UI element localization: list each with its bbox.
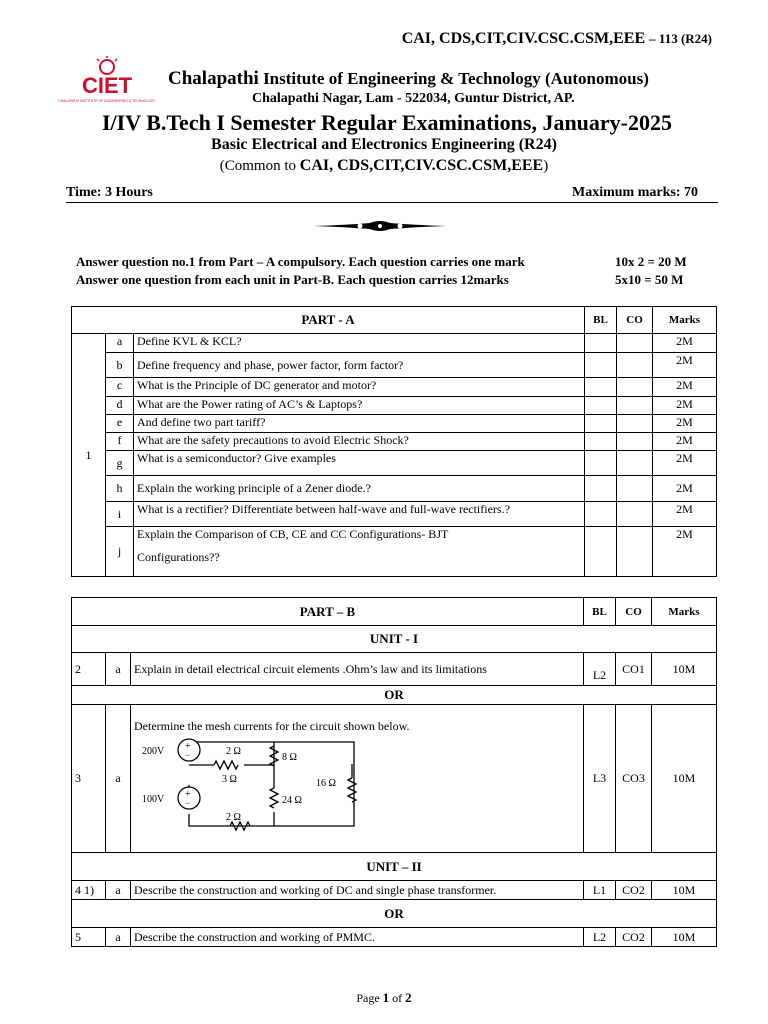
question-text: What is the Principle of DC generator and motor? bbox=[134, 378, 585, 397]
sub-label: g bbox=[106, 451, 134, 476]
r1-label: 2 Ω bbox=[226, 746, 241, 757]
co-cell: CO1 bbox=[616, 653, 652, 686]
unit-1-heading: UNIT - I bbox=[72, 626, 717, 653]
marks-cell: 2M bbox=[653, 476, 717, 502]
v1-plus: + bbox=[185, 741, 191, 752]
footer-page-number: 1 bbox=[382, 990, 390, 1005]
subject-title: Basic Electrical and Electronics Engineering (R24) bbox=[211, 136, 557, 153]
part-a-col-co: CO bbox=[617, 307, 653, 334]
sub-label: b bbox=[106, 353, 134, 378]
part-b-col-marks: Marks bbox=[652, 598, 717, 626]
v1-minus: − bbox=[185, 750, 191, 760]
bl-cell: L3 bbox=[584, 705, 616, 853]
marks-cell: 2M bbox=[653, 415, 717, 433]
co-cell bbox=[617, 527, 653, 577]
co-cell bbox=[617, 334, 653, 353]
marks-cell: 10M bbox=[652, 881, 717, 900]
question-number: 5 bbox=[72, 928, 106, 947]
question-text: Define KVL & KCL? bbox=[134, 334, 585, 353]
question-text: Define frequency and phase, power factor, form factor? bbox=[134, 353, 585, 378]
marks-cell: 2M bbox=[653, 502, 717, 527]
table-row bbox=[72, 527, 717, 577]
part-b-col-co: CO bbox=[616, 598, 652, 626]
table-row bbox=[72, 397, 717, 415]
co-cell bbox=[617, 378, 653, 397]
sub-label: a bbox=[106, 653, 131, 686]
co-cell bbox=[617, 397, 653, 415]
course-code-suffix: – 113 (R24) bbox=[649, 31, 712, 46]
exam-title: I/IV B.Tech I Semester Regular Examinations, January-2025 bbox=[102, 110, 673, 135]
common-prefix: (Common to bbox=[219, 158, 300, 174]
bl-cell bbox=[585, 378, 617, 397]
sub-label: a bbox=[106, 928, 131, 947]
r6-label: 2 Ω bbox=[226, 812, 241, 823]
question-text: Determine the mesh currents for the circuit shown below. bbox=[134, 719, 410, 733]
question-text: What is a rectifier? Differentiate between half-wave and full-wave rectifiers.? bbox=[134, 502, 585, 527]
r4-label: 16 Ω bbox=[316, 778, 336, 789]
logo-text: CIET bbox=[81, 73, 133, 98]
marks-cell: 2M bbox=[653, 433, 717, 451]
exam-time: Time: 3 Hours bbox=[66, 185, 153, 200]
table-row bbox=[72, 353, 717, 378]
sub-label: j bbox=[106, 527, 134, 577]
v2-label: 100V bbox=[142, 794, 165, 805]
institute-address: Chalapathi Nagar, Lam - 522034, Guntur District, AP. bbox=[252, 91, 575, 106]
course-code-branches: CAI, CDS,CIT,CIV.CSC.CSM,EEE bbox=[401, 30, 646, 47]
question-text: What are the safety precautions to avoid Electric Shock? bbox=[134, 433, 585, 451]
or-separator: OR bbox=[72, 686, 717, 705]
marks-cell: 10M bbox=[652, 653, 717, 686]
question-text: What are the Power rating of AC’s & Laptops? bbox=[134, 397, 585, 415]
bl-cell: L1 bbox=[584, 881, 616, 900]
sub-label: a bbox=[106, 705, 131, 853]
unit-2-heading: UNIT – II bbox=[72, 853, 717, 881]
bl-cell bbox=[585, 353, 617, 378]
table-row bbox=[72, 653, 717, 686]
maximum-marks: Maximum marks: 70 bbox=[572, 185, 698, 200]
question-number: 3 bbox=[72, 705, 106, 853]
marks-cell: 10M bbox=[652, 705, 717, 853]
or-separator: OR bbox=[72, 900, 717, 928]
marks-cell: 2M bbox=[653, 378, 717, 397]
bl-cell bbox=[585, 451, 617, 476]
part-a-col-marks: Marks bbox=[653, 307, 717, 334]
sub-label: h bbox=[106, 476, 134, 502]
footer-page-label: Page bbox=[356, 991, 383, 1005]
question-text: Describe the construction and working of PMMC. bbox=[131, 928, 584, 947]
sub-label: c bbox=[106, 378, 134, 397]
bl-cell: L2 bbox=[584, 653, 616, 686]
sub-label: a bbox=[106, 881, 131, 900]
part-b-col-bl: BL bbox=[584, 598, 616, 626]
question-number: 1 bbox=[72, 334, 106, 577]
institute-logo bbox=[58, 56, 156, 108]
sub-label: f bbox=[106, 433, 134, 451]
sub-label: d bbox=[106, 397, 134, 415]
instruction-part-b: Answer one question from each unit in Part-B. Each question carries 12marks bbox=[76, 272, 509, 287]
r2-label: 8 Ω bbox=[282, 752, 297, 763]
sub-label: i bbox=[106, 502, 134, 527]
question-text: Explain the working principle of a Zener diode.? bbox=[134, 476, 585, 502]
question-text: What is a semiconductor? Give examples bbox=[134, 451, 585, 476]
v2-plus: + bbox=[185, 789, 191, 800]
footer-page-total: 2 bbox=[405, 990, 412, 1005]
table-row bbox=[72, 928, 717, 947]
instruction-part-a: Answer question no.1 from Part – A compulsory. Each question carries one mark bbox=[76, 254, 525, 269]
table-row bbox=[72, 705, 717, 853]
marks-cell: 2M bbox=[653, 451, 717, 476]
co-cell bbox=[617, 502, 653, 527]
bl-cell bbox=[585, 527, 617, 577]
co-cell bbox=[617, 353, 653, 378]
r3-label: 3 Ω bbox=[222, 774, 237, 785]
table-row bbox=[72, 378, 717, 397]
table-row bbox=[72, 451, 717, 476]
question-number: 2 bbox=[72, 653, 106, 686]
instruction-part-b-marks: 5x10 = 50 M bbox=[615, 272, 684, 287]
footer-of-label: of bbox=[389, 991, 406, 1005]
common-suffix: ) bbox=[543, 158, 549, 174]
bl-cell bbox=[585, 415, 617, 433]
part-b-table bbox=[71, 597, 717, 947]
part-b-title: PART – B bbox=[72, 598, 584, 626]
bl-cell: L2 bbox=[584, 928, 616, 947]
co-cell: CO3 bbox=[616, 705, 652, 853]
bl-cell bbox=[585, 476, 617, 502]
table-row bbox=[72, 334, 717, 353]
marks-cell: 2M bbox=[653, 527, 717, 577]
co-cell: CO2 bbox=[616, 928, 652, 947]
bl-cell bbox=[585, 502, 617, 527]
instruction-part-a-marks: 10x 2 = 20 M bbox=[615, 254, 687, 269]
common-to-line bbox=[0, 157, 768, 175]
course-code bbox=[402, 30, 712, 48]
institute-name-lead: Chalapathi bbox=[168, 68, 259, 89]
logo-subtext: CHALAPATHI INSTITUTE OF ENGINEERING & TECHNOLOGY bbox=[58, 99, 156, 103]
sub-label: a bbox=[106, 334, 134, 353]
table-row bbox=[72, 476, 717, 502]
question-text-line1: Explain the Comparison of CB, CE and CC Configurations- BJT bbox=[137, 527, 449, 541]
institute-name bbox=[168, 68, 649, 90]
marks-cell: 2M bbox=[653, 353, 717, 378]
co-cell bbox=[617, 476, 653, 502]
question-text: And define two part tariff? bbox=[134, 415, 585, 433]
question-text: Describe the construction and working of DC and single phase transformer. bbox=[131, 881, 584, 900]
bl-cell bbox=[585, 334, 617, 353]
bl-cell bbox=[585, 433, 617, 451]
table-row bbox=[72, 433, 717, 451]
question-text-line2: Configurations?? bbox=[137, 550, 220, 564]
part-a-title: PART - A bbox=[72, 307, 585, 334]
question-text: Explain in detail electrical circuit elements .Ohm’s law and its limitations bbox=[131, 653, 584, 686]
co-cell bbox=[617, 451, 653, 476]
institute-name-rest: Institute of Engineering & Technology (Autonomous) bbox=[258, 69, 649, 88]
part-a-col-bl: BL bbox=[585, 307, 617, 334]
v1-label: 200V bbox=[142, 746, 165, 757]
co-cell bbox=[617, 415, 653, 433]
co-cell bbox=[617, 433, 653, 451]
question-text bbox=[134, 527, 585, 577]
table-row bbox=[72, 502, 717, 527]
bl-cell bbox=[585, 397, 617, 415]
header-rule bbox=[66, 202, 718, 203]
question-body bbox=[131, 705, 584, 853]
marks-cell: 2M bbox=[653, 334, 717, 353]
ornamental-divider bbox=[310, 216, 450, 236]
table-row bbox=[72, 415, 717, 433]
v2-minus: − bbox=[185, 798, 191, 808]
common-branches: CAI, CDS,CIT,CIV.CSC.CSM,EEE bbox=[299, 157, 544, 174]
r5-label: 24 Ω bbox=[282, 795, 302, 806]
marks-cell: 2M bbox=[653, 397, 717, 415]
question-number: 4 1) bbox=[72, 881, 106, 900]
co-cell: CO2 bbox=[616, 881, 652, 900]
table-row bbox=[72, 881, 717, 900]
circuit-diagram bbox=[134, 728, 374, 828]
sub-label: e bbox=[106, 415, 134, 433]
part-a-table bbox=[71, 306, 717, 577]
page-footer bbox=[0, 990, 768, 1006]
marks-cell: 10M bbox=[652, 928, 717, 947]
